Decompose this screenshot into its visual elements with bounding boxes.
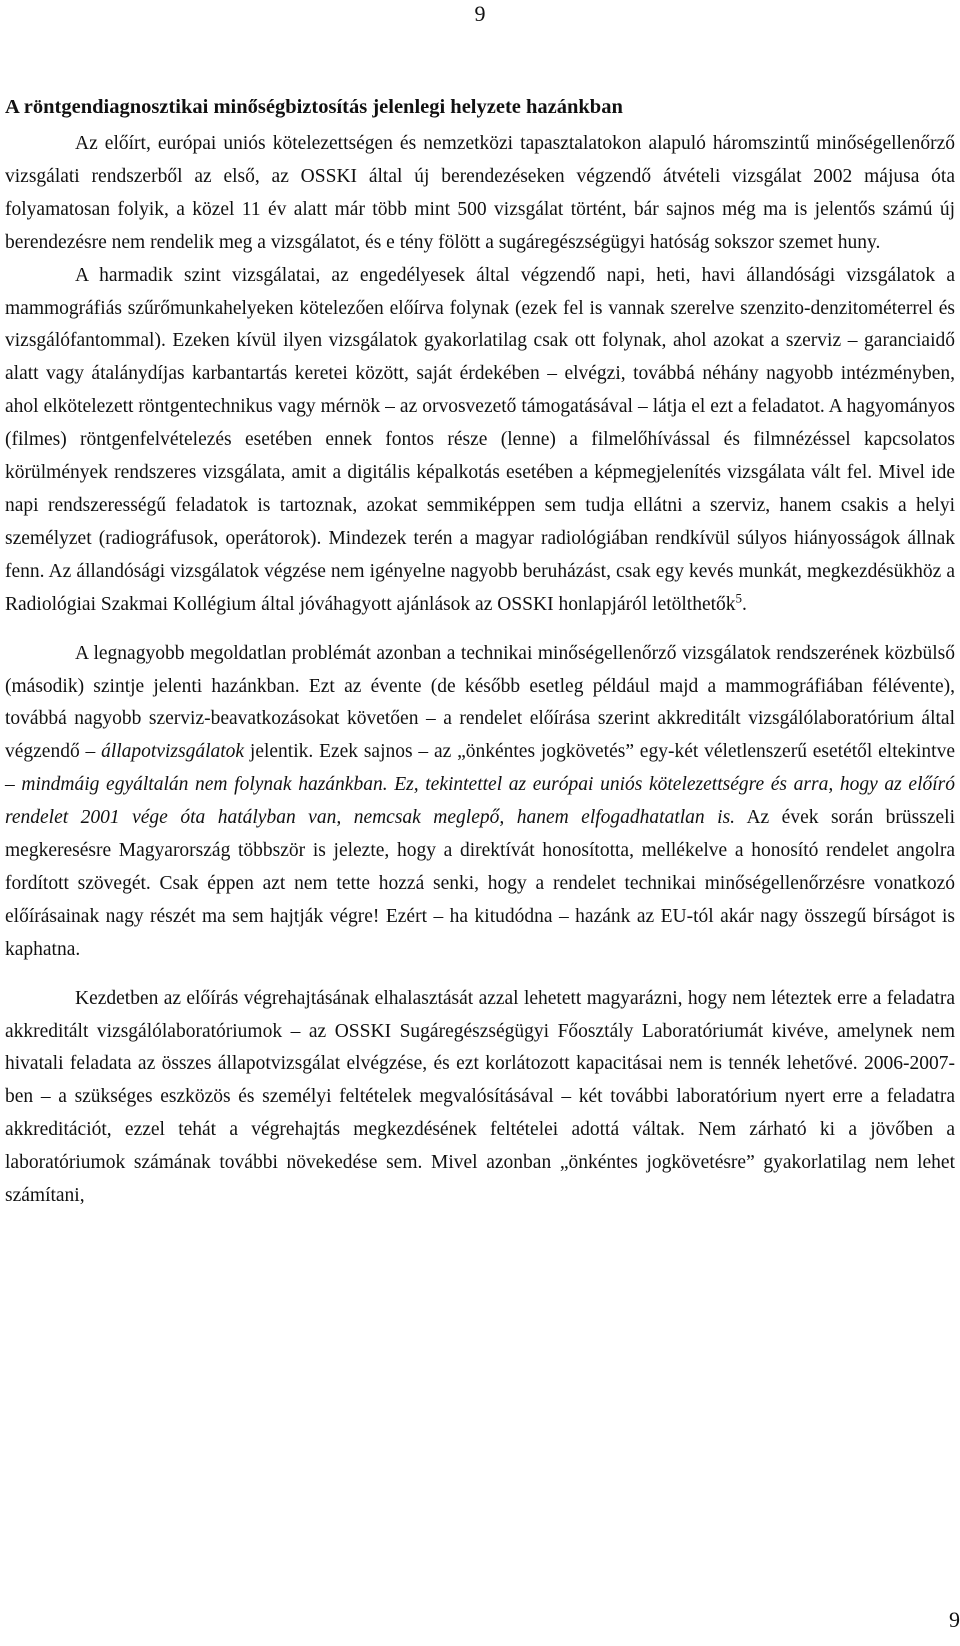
paragraph-1: Az előírt, európai uniós kötelezettségen és nemzetközi tapasztalatokon alapuló háromszintű minőségellenőrző vizsgálati rendszerből az első, az OSSKI által új berendezéseken végzendő átvételi vizsgálat 2002 májusa óta folyamatosan folyik, a közel 11 év alatt már több mint 500 vizsgálat történt, bár sajnos még ma is jelentős számú új berendezésre nem rendelik meg a vizsgálatot, és e tény fölött a sugáregészségügyi hatóság sokszor szemet huny.: [5, 133, 955, 253]
paragraph-3-part-e: Az évek során brüsszeli megkeresésre Magyarország többször is jelezte, hogy a direktívát honosította, mellékelve a honosító rendelet angolra fordított szövegét. Csak éppen azt nem tette hozzá senki, hogy a rendelet technikai minőségellenőrzésre vonatkozó előírásainak nagy részét ma sem hajtják végre! Ezért – ha kitudódna – hazánk az EU-tól akár nagy összegű bírságot is kaphatna.: [5, 807, 955, 960]
paragraph-3-italic-statement: mindmáig egyáltalán nem folynak hazánkban. Ez, tekintettel az európai uniós kötelezettségre és arra, hogy az előíró rendelet 2001 vége óta hatályban van, nemcsak meglepő, hanem elfogadhatatlan is.: [5, 774, 955, 829]
footnote-reference: 5: [735, 590, 743, 606]
page-number-bottom: 9: [949, 1607, 960, 1632]
document-body: [5, 92, 955, 1213]
section-heading: A röntgendiagnosztikai minőségbiztosítás jelenlegi helyzete hazánkban: [5, 96, 623, 118]
page-number-top: 9: [474, 1, 486, 26]
paragraph-2-end: .: [742, 593, 747, 615]
paragraph-2: [5, 260, 955, 622]
paragraph-2-text: A harmadik szint vizsgálatai, az engedélyesek által végzendő napi, heti, havi állandósági vizsgálatok a mammográfiás szűrőmunkahelyeken kötelezően előírva folynak (ezek fel is vannak szerelve szenzito-denzitométerrel és vizsgálófantommal). Ezeken kívül ilyen vizsgálatok gyakorlatilag csak ott folynak, ahol azokat a szerviz – garanciaidő alatt vagy átalánydíjas karbantartás keretei között, saját érdekében – elvégzi, továbbá néhány nagyobb intézményben, ahol elkötelezett röntgentechnikus vagy mérnök – az orvosvezető támogatásával – látja el ezt a feladatot. A hagyományos (filmes) röntgenfelvételezés esetében ennek fontos része (lenne) a filmelőhívással és filmnézéssel kapcsolatos körülmények rendszeres vizsgálata, amit a digitális képalkotás esetében a képmegjelenítés vizsgálata vált fel. Mivel ide napi rendszerességű feladatok is tartoznak, azokat semmiképpen sem tudja ellátni a szerviz, hanem csakis a helyi személyzet (radiográfusok, operátorok). Mindezek terén a magyar radiológiában rendkívül súlyos hiányosságok állnak fenn. Az állandósági vizsgálatok végzése nem igényelne nagyobb beruházást, csak egy kevés munkát, megkezdésükhöz a Radiológiai Szakmai Kollégium által jóváhagyott ajánlások az OSSKI honlapjáról letölthetők: [5, 264, 955, 615]
paragraph-3: [5, 638, 955, 967]
paragraph-3-part-a: A legnagyobb megoldatlan problémát azonban a technikai minőségellenőrző vizsgálatok rendszerének közbülső (második) szintje jelenti hazánkban. Ezt az évente (de később esetleg például majd a mammográfiában félévente), továbbá nagyobb szerviz-beavatkozásokat követően – a rendelet előírása szerint akkreditált vizsgálólaboratórium által végzendő –: [5, 642, 955, 763]
paragraph-3-part-c: jelentik. Ezek sajnos – az „önkéntes jogkövetés” egy-két véletlenszerű esetétől eltekintve –: [5, 741, 956, 796]
paragraph-3-italic-term: állapotvizsgálatok: [101, 741, 245, 763]
paragraph-4: Kezdetben az előírás végrehajtásának elhalasztását azzal lehetett magyarázni, hogy nem léteztek erre a feladatra akkreditált vizsgálólaboratóriumok – az OSSKI Sugáregészségügyi Főosztály Laboratóriumát kivéve, amelynek nem hivatali feladata az összes állapotvizsgálat elvégzése, és ezt korlátozott kapacitásai nem is tennék lehetővé. 2006-2007-ben – a szükséges eszközös és személyi feltételek megvalósításával – két további laboratórium nyert erre a feladatra akkreditációt, ezzel tehát a végrehajtás megkezdésének feltételei adottá váltak. Nem zárható ki a jövőben a laboratóriumok számának további növekedése sem. Mivel azonban „önkéntes jogkövetésre” gyakorlatilag nem lehet számítani,: [5, 987, 955, 1207]
